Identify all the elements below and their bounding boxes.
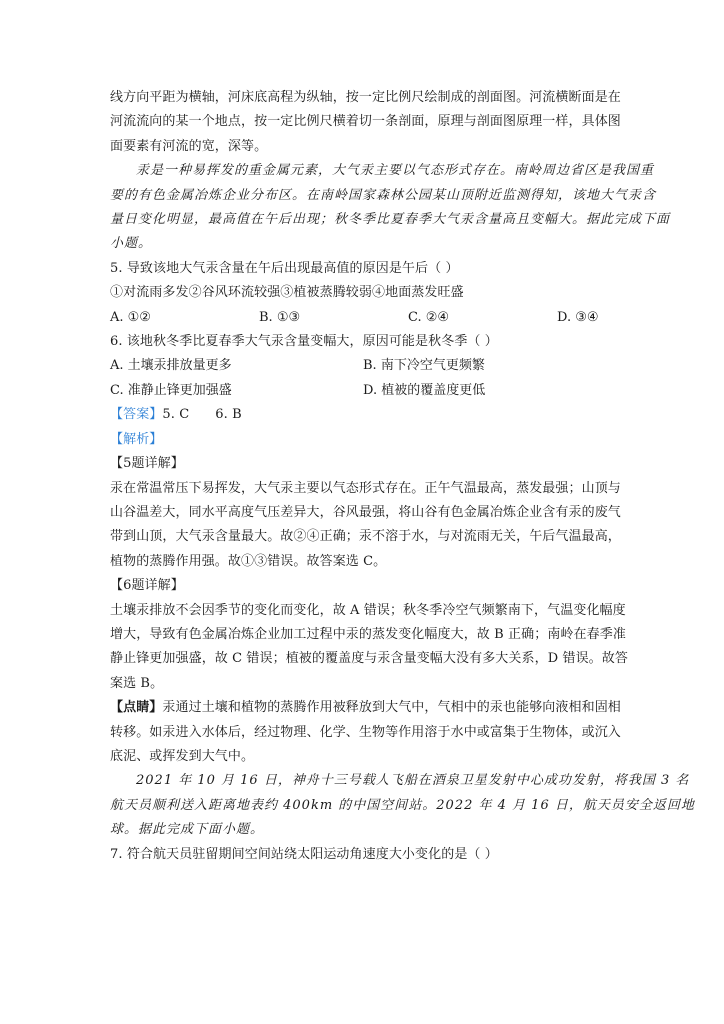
option-b: B. ①③ — [259, 309, 301, 325]
text-line: 案选 B。 — [110, 675, 164, 691]
text-line: 底泥、或挥发到大气中。 — [110, 748, 255, 764]
detail-6 — [110, 574, 628, 696]
option-c: C. 准静止锋更加强盛 — [110, 382, 232, 398]
text-line: 要的有色金属冶炼企业分布区。在南岭国家森林公园某山顶附近监测得知，该地大气汞含 — [110, 187, 657, 203]
option-d: D. 植被的覆盖度更低 — [363, 382, 486, 398]
mercury-passage — [110, 159, 671, 257]
option-a: A. 土壤汞排放量更多 — [110, 358, 232, 374]
document-page — [110, 86, 695, 867]
question-stem: 5. 导致该地大气汞含量在午后出现最高值的原因是午后（ ） — [110, 260, 459, 276]
question-5 — [110, 257, 616, 330]
text-line: 航天员顺利送入距离地表约 400km 的中国空间站。2022 年 4 月 16 日，航天员安全返回地 — [110, 797, 695, 813]
shenzhou-passage — [110, 769, 695, 842]
note-text: 汞通过土壤和植物的蒸腾作用被释放到大气中，气相中的汞也能够向液相和固相 — [162, 700, 621, 716]
text-line: 汞在常温常压下易挥发，大气汞主要以气态形式存在。正午气温最高，蒸发最强；山顶与 — [110, 480, 621, 496]
text-line: 静止锋更加强盛，故 C 错误；植被的覆盖度与汞含量变幅大没有多大关系，D 错误。故答 — [110, 651, 628, 667]
option-c: C. ②④ — [408, 309, 450, 325]
question-7-stem: 7. 符合航天员驻留期间空间站绕太阳运动角速度大小变化的是（ ） — [110, 846, 498, 862]
text-line: 球。据此完成下面小题。 — [110, 822, 265, 838]
text-line: 量日变化明显，最高值在午后出现；秋冬季比夏春季大气汞含量高且变幅大。据此完成下面 — [110, 212, 671, 228]
section-tag: 【5题详解】 — [110, 456, 184, 472]
section-tag: 【6题详解】 — [110, 578, 184, 594]
answer-line — [110, 403, 616, 427]
text-line: 河流流向的某一个地点，按一定比例尺横着切一条剖面，原理与剖面图原理一样，具体图 — [110, 114, 621, 130]
question-6 — [110, 330, 616, 403]
text-line: 山谷温差大，同水平高度气压差异大，谷风最强，将山谷有色金属冶炼企业含有汞的废气 — [110, 504, 621, 520]
option-row — [110, 379, 616, 403]
note-tag: 【点睛】 — [110, 700, 163, 716]
answer-5: 5. C — [162, 407, 190, 423]
option-a: A. ①② — [110, 309, 151, 325]
option-row — [110, 306, 616, 330]
text-line: 小题。 — [110, 236, 153, 252]
text-line: 面要素有河流的宽，深等。 — [110, 138, 268, 154]
answer-6: 6. B — [215, 407, 242, 423]
analysis-tag: 【解析】 — [110, 431, 163, 447]
text-line: 2021 年 10 月 16 日，神舟十三号载人飞船在酒泉卫星发射中心成功发射，将我国 3 名 — [136, 773, 690, 789]
text-line: 植物的蒸腾作用强。故①③错误。故答案选 C。 — [110, 553, 387, 569]
detail-5 — [110, 452, 621, 574]
question-statements: ①对流雨多发②谷风环流较强③植被蒸腾较弱④地面蒸发旺盛 — [110, 285, 464, 301]
text-line: 转移。如汞进入水体后，经过物理、化学、生物等作用溶于水中或富集于生物体，或沉入 — [110, 724, 621, 740]
answer-tag: 【答案】 — [110, 407, 163, 423]
text-line: 线方向平距为横轴，河床底高程为纵轴，按一定比例尺绘制成的剖面图。河流横断面是在 — [110, 90, 621, 105]
note-first-line — [110, 696, 621, 720]
option-d: D. ③④ — [557, 309, 599, 325]
text-line: 增大，导致有色金属冶炼企业加工过程中汞的蒸发变化幅度大，故 B 正确；南岭在春季准 — [110, 626, 626, 642]
text-line: 汞是一种易挥发的重金属元素，大气汞主要以气态形式存在。南岭周边省区是我国重 — [136, 163, 655, 179]
note-section — [110, 696, 621, 769]
question-stem: 6. 该地秋冬季比夏春季大气汞含量变幅大，原因可能是秋冬季（ ） — [110, 334, 498, 350]
option-b: B. 南下冷空气更频繁 — [363, 358, 485, 374]
option-row — [110, 354, 616, 378]
text-line: 土壤汞排放不会因季节的变化而变化，故 A 错误；秋冬季冷空气频繁南下，气温变化幅度 — [110, 602, 626, 618]
text-line: 带到山顶，大气汞含量最大。故②④正确；汞不溶于水，与对流雨无关，午后气温最高， — [110, 529, 621, 545]
intro-paragraph — [110, 86, 621, 159]
